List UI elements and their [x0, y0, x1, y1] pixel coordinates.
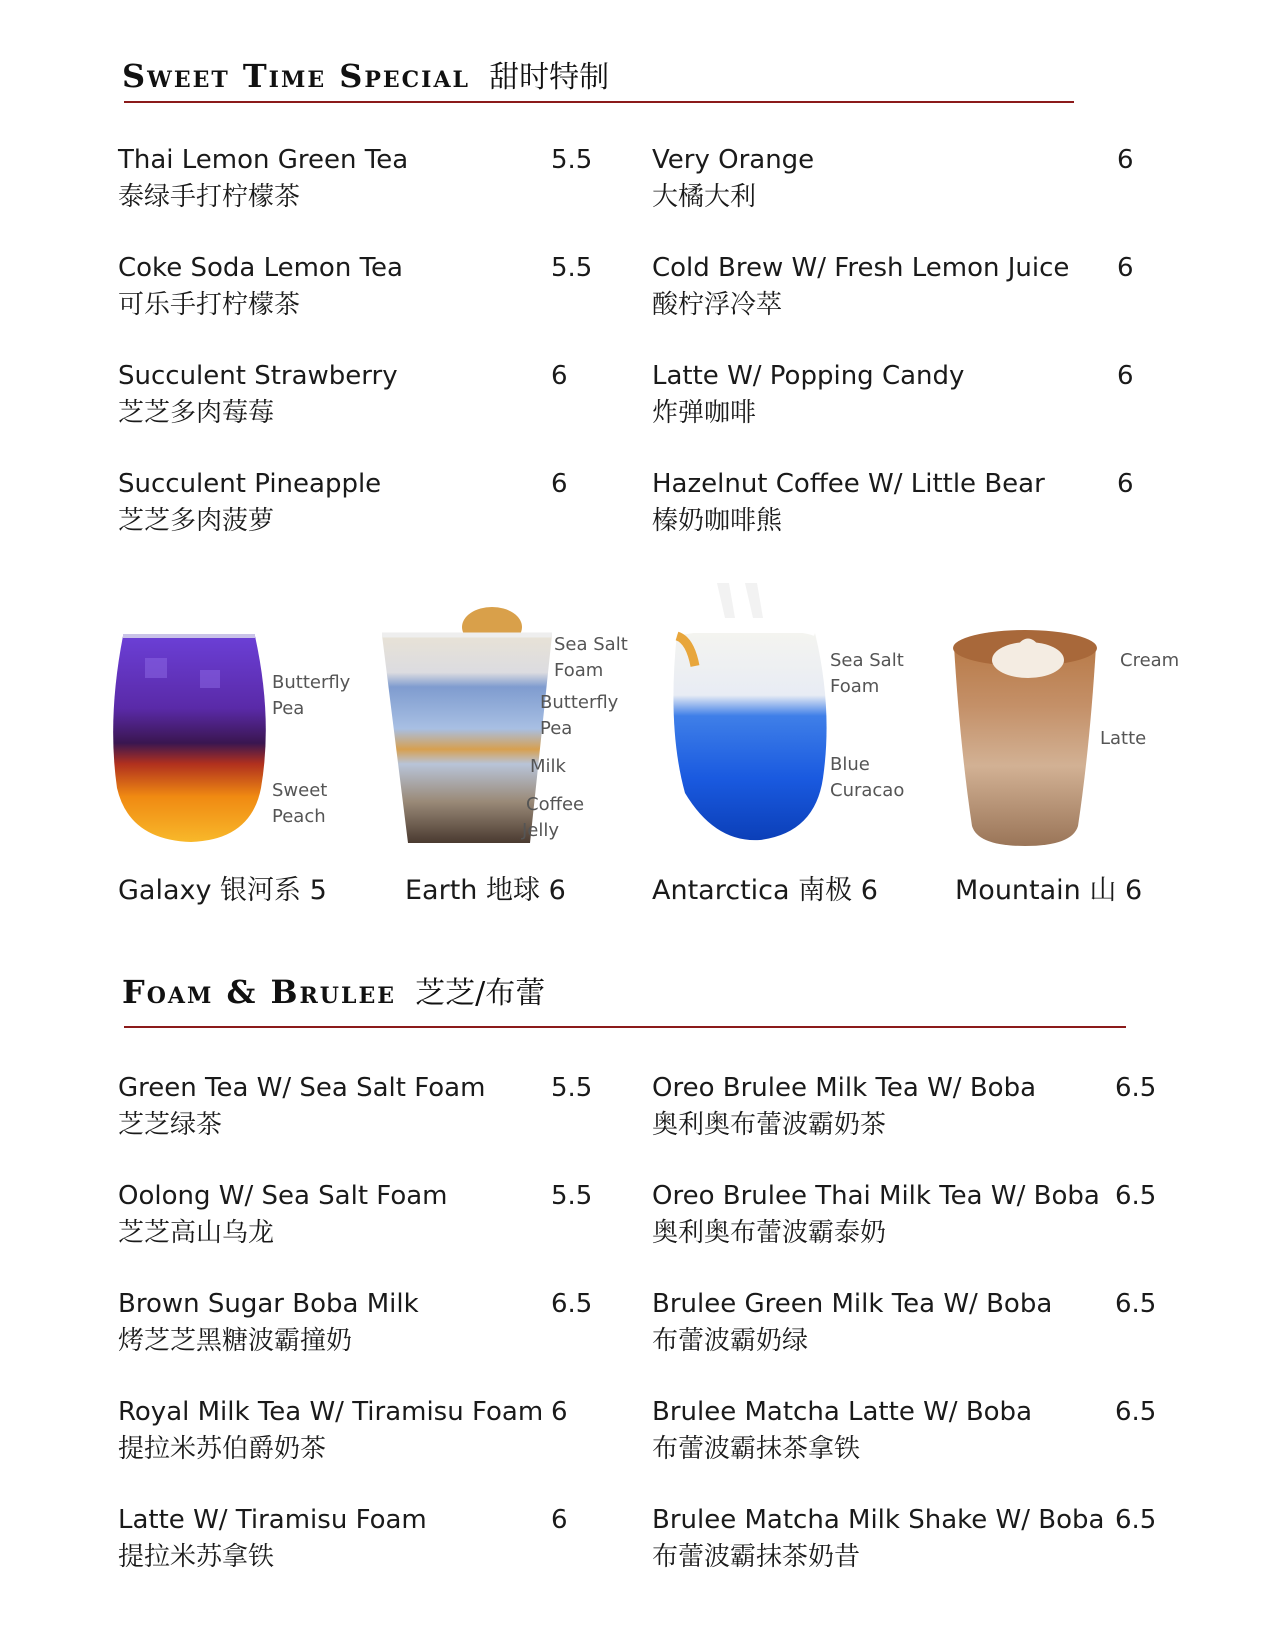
item-name-en: Green Tea W/ Sea Salt Foam	[118, 1073, 486, 1103]
menu-item	[118, 1502, 427, 1576]
item-price: 5.5	[551, 145, 593, 175]
mountain-drink-image	[950, 626, 1100, 850]
item-name-zh: 芝芝多肉莓莓	[118, 398, 275, 428]
item-name-en: Succulent Pineapple	[118, 469, 382, 499]
ingredient-label: Sea Salt	[554, 634, 628, 655]
item-price: 6	[1117, 361, 1134, 391]
item-name-zh: 奥利奥布蕾波霸奶茶	[652, 1110, 887, 1140]
item-name-zh: 可乐手打柠檬茶	[118, 290, 301, 320]
ingredient-label: Milk	[530, 756, 566, 777]
ingredient-label: Pea	[272, 698, 305, 719]
item-name-en: Succulent Strawberry	[118, 361, 398, 391]
item-name-zh: 芝芝高山乌龙	[118, 1218, 275, 1248]
menu-item	[652, 1502, 1104, 1576]
item-name-en: Royal Milk Tea W/ Tiramisu Foam	[118, 1397, 544, 1427]
item-price: 6.5	[1115, 1397, 1157, 1427]
item-name-en: Oreo Brulee Thai Milk Tea W/ Boba	[652, 1181, 1100, 1211]
ingredient-label: Foam	[554, 660, 604, 681]
menu-item	[118, 250, 403, 324]
ingredient-label: Sea Salt	[830, 650, 904, 671]
item-name-en: Oolong W/ Sea Salt Foam	[118, 1181, 448, 1211]
item-price: 6	[1117, 253, 1134, 283]
section-title-en: Sweet Time Special	[122, 57, 470, 95]
item-name-en: Cold Brew W/ Fresh Lemon Juice	[652, 253, 1070, 283]
item-name-en: Very Orange	[652, 145, 815, 175]
item-name-en: Coke Soda Lemon Tea	[118, 253, 403, 283]
ingredient-label: Coffee	[526, 794, 585, 815]
section-divider	[124, 1026, 1126, 1028]
section-title-en: Foam & Brulee	[122, 973, 396, 1011]
ingredient-label: Butterfly	[272, 672, 351, 693]
item-name-en: Brulee Green Milk Tea W/ Boba	[652, 1289, 1053, 1319]
item-name-en: Brulee Matcha Latte W/ Boba	[652, 1397, 1032, 1427]
item-name-en: Brown Sugar Boba Milk	[118, 1289, 419, 1319]
item-name-zh: 布蕾波霸抹茶拿铁	[652, 1434, 861, 1464]
item-name-zh: 大橘大利	[652, 182, 757, 212]
item-name-zh: 提拉米苏拿铁	[118, 1542, 275, 1572]
item-name-zh: 奥利奥布蕾波霸泰奶	[652, 1218, 887, 1248]
section-title-zh: 芝芝/布蕾	[415, 976, 546, 1011]
ingredient-label: Butterfly	[540, 692, 619, 713]
ingredient-label: Jelly	[522, 820, 560, 841]
ingredient-label: Latte	[1100, 728, 1147, 749]
item-price: 6.5	[1115, 1289, 1157, 1319]
item-name-zh: 泰绿手打柠檬茶	[118, 182, 301, 212]
featured-caption: Earth 地球 6	[405, 875, 566, 906]
ingredient-label: Pea	[540, 718, 573, 739]
menu-item	[652, 1394, 1032, 1468]
ingredient-label: Cream	[1120, 650, 1180, 671]
menu-item	[652, 1286, 1052, 1360]
item-name-en: Latte W/ Tiramisu Foam	[118, 1505, 427, 1535]
item-price: 5.5	[551, 1073, 593, 1103]
item-price: 6.5	[1115, 1181, 1157, 1211]
menu-item	[652, 1178, 1100, 1252]
menu-item	[118, 1070, 485, 1144]
menu-item	[652, 142, 814, 216]
menu-item	[118, 1178, 448, 1252]
featured-caption: Mountain 山 6	[955, 875, 1143, 906]
menu-item	[118, 358, 398, 432]
ingredient-label: Blue	[830, 754, 870, 775]
ingredient-label: Peach	[272, 806, 326, 827]
item-name-en: Thai Lemon Green Tea	[118, 145, 409, 175]
item-name-zh: 提拉米苏伯爵奶茶	[118, 1434, 327, 1464]
item-name-en: Hazelnut Coffee W/ Little Bear	[652, 469, 1045, 499]
item-price: 6.5	[551, 1289, 593, 1319]
item-price: 6	[551, 1505, 568, 1535]
menu-item	[118, 142, 408, 216]
item-name-en: Oreo Brulee Milk Tea W/ Boba	[652, 1073, 1037, 1103]
item-name-en: Latte W/ Popping Candy	[652, 361, 965, 391]
section-divider	[124, 101, 1074, 103]
ingredient-label: Sweet	[272, 780, 328, 801]
item-price: 6.5	[1115, 1505, 1157, 1535]
item-name-zh: 芝芝多肉菠萝	[118, 506, 275, 536]
menu-item	[118, 1286, 419, 1360]
item-price: 6	[551, 361, 568, 391]
item-name-en: Brulee Matcha Milk Shake W/ Boba	[652, 1505, 1105, 1535]
item-name-zh: 布蕾波霸抹茶奶昔	[652, 1542, 861, 1572]
item-price: 6	[551, 1397, 568, 1427]
item-name-zh: 酸柠浮冷萃	[652, 290, 783, 320]
featured-caption: Galaxy 银河系 5	[118, 875, 327, 906]
item-name-zh: 榛奶咖啡熊	[652, 506, 783, 536]
menu-item	[652, 1070, 1036, 1144]
section-title-zh: 甜时特制	[489, 60, 610, 95]
menu-item	[118, 466, 381, 540]
section-title-sweet-time	[122, 52, 609, 96]
item-name-zh: 芝芝绿茶	[118, 1110, 223, 1140]
item-price: 6	[551, 469, 568, 499]
antarctica-drink-image	[665, 578, 835, 848]
item-price: 5.5	[551, 1181, 593, 1211]
item-price: 6	[1117, 145, 1134, 175]
item-price: 6	[1117, 469, 1134, 499]
section-title-foam-brulee	[122, 968, 545, 1012]
featured-caption: Antarctica 南极 6	[652, 875, 878, 906]
menu-item	[118, 1394, 543, 1468]
menu-item	[652, 250, 1069, 324]
menu-item	[652, 358, 964, 432]
menu-item	[652, 466, 1045, 540]
item-name-zh: 布蕾波霸奶绿	[652, 1326, 809, 1356]
ingredient-label: Curacao	[830, 780, 905, 801]
item-name-zh: 烤芝芝黑糖波霸撞奶	[118, 1326, 353, 1356]
item-price: 6.5	[1115, 1073, 1157, 1103]
galaxy-drink-image	[105, 628, 275, 848]
ingredient-label: Foam	[830, 676, 880, 697]
item-name-zh: 炸弹咖啡	[652, 398, 757, 428]
item-price: 5.5	[551, 253, 593, 283]
